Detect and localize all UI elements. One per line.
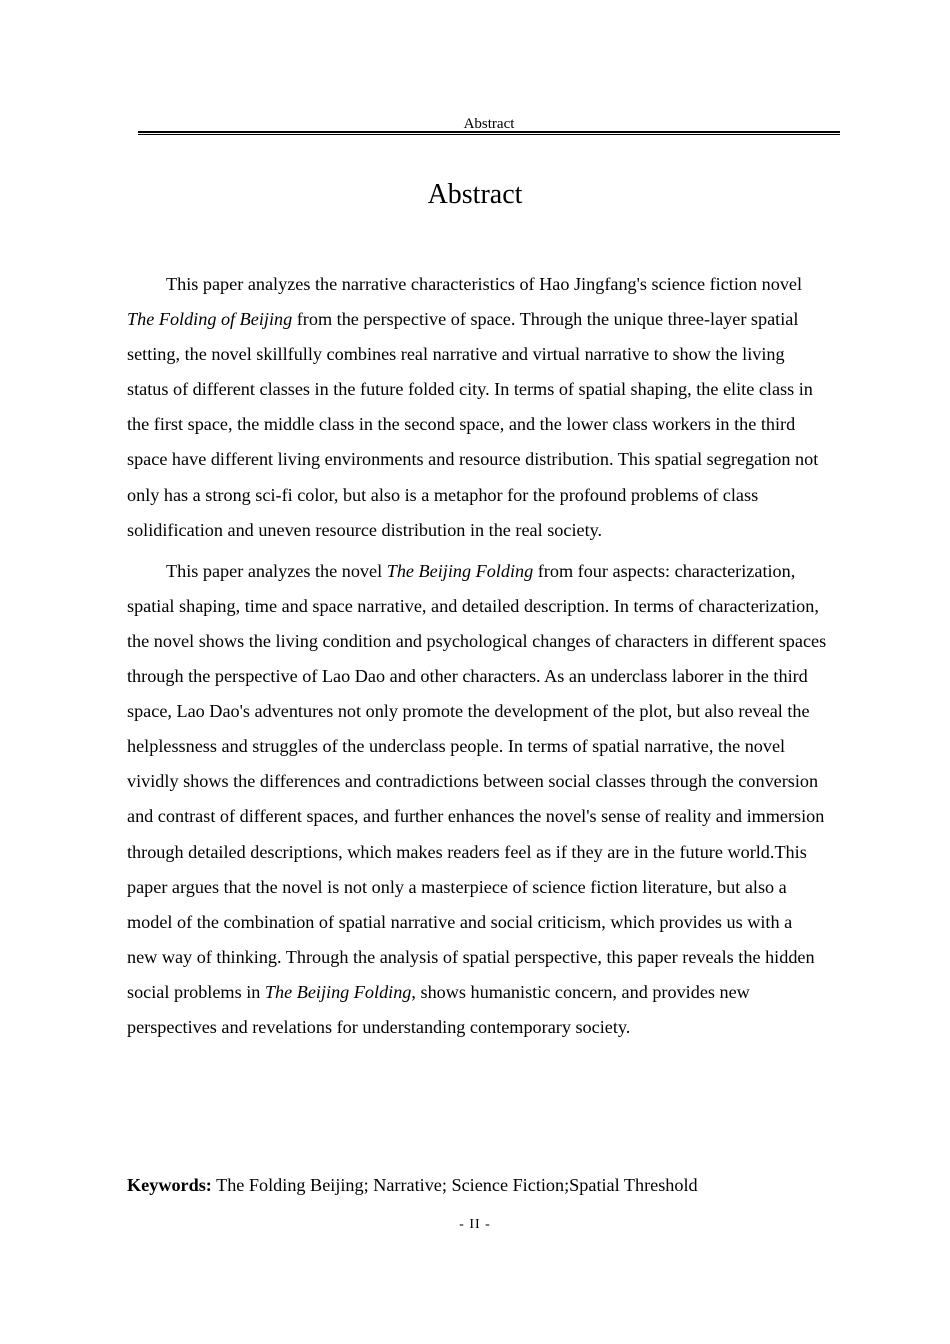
abstract-paragraph-2 — [127, 554, 827, 1045]
paragraph-1-text-1: This paper analyzes the narrative characteristics of Hao Jingfang's science fiction novel — [166, 274, 803, 294]
paragraph-1-text-2: from the perspective of space. Through the unique three-layer spatial setting, the novel skillfully combines real narrative and virtual narrative to show the living status of different classes in the future folded city. In terms of spatial shaping, the elite class in the first space, the middle class in the second space, and the lower class workers in the third space have different living environments and resource distribution. This spatial segregation not only has a strong sci-fi color, but also is a metaphor for the profound problems of class solidification and uneven resource distribution in the real society. — [127, 309, 819, 540]
keywords-label: Keywords: — [127, 1175, 212, 1195]
keywords-value: The Folding Beijing; Narrative; Science Fiction;Spatial Threshold — [211, 1175, 698, 1195]
abstract-body — [127, 267, 827, 1051]
paragraph-2-book-title-2: The Beijing Folding — [264, 981, 412, 1002]
page-number: - II - — [459, 1217, 491, 1232]
keywords-line — [127, 1172, 827, 1198]
paragraph-2-text-2: from four aspects: characterization, spatial shaping, time and space narrative, and detailed description. In terms of characterization, the novel shows the living condition and psychological changes of characters in different spaces through the perspective of Lao Dao and other characters. As an underclass laborer in the third space, Lao Dao's adventures not only promote the development of the plot, but also reveal the helplessness and struggles of the underclass people. In terms of spatial narrative, the novel vividly shows the differences and contradictions between social classes through the conversion and contrast of different spaces, and further enhances the novel's sense of reality and immersion through detailed descriptions, which makes readers feel as if they are in the future world.This paper argues that the novel is not only a masterpiece of science fiction literature, but also a model of the combination of spatial narrative and social criticism, which provides us with a new way of thinking. Through the analysis of spatial perspective, this paper reveals the hidden social problems in — [127, 560, 827, 1002]
paragraph-2-text-3: , shows humanistic concern, and provides new perspectives and revelations for understanding contemporary society. — [127, 981, 750, 1037]
paragraph-2-book-title-1: The Beijing Folding — [386, 560, 534, 581]
page-title: Abstract — [427, 179, 523, 210]
abstract-paragraph-1 — [127, 267, 827, 548]
header-double-rule — [138, 131, 840, 135]
paragraph-2-text-1: This paper analyzes the novel — [166, 560, 387, 581]
running-header: Abstract — [463, 116, 515, 132]
paragraph-1-book-title: The Folding of Beijing — [127, 309, 293, 330]
